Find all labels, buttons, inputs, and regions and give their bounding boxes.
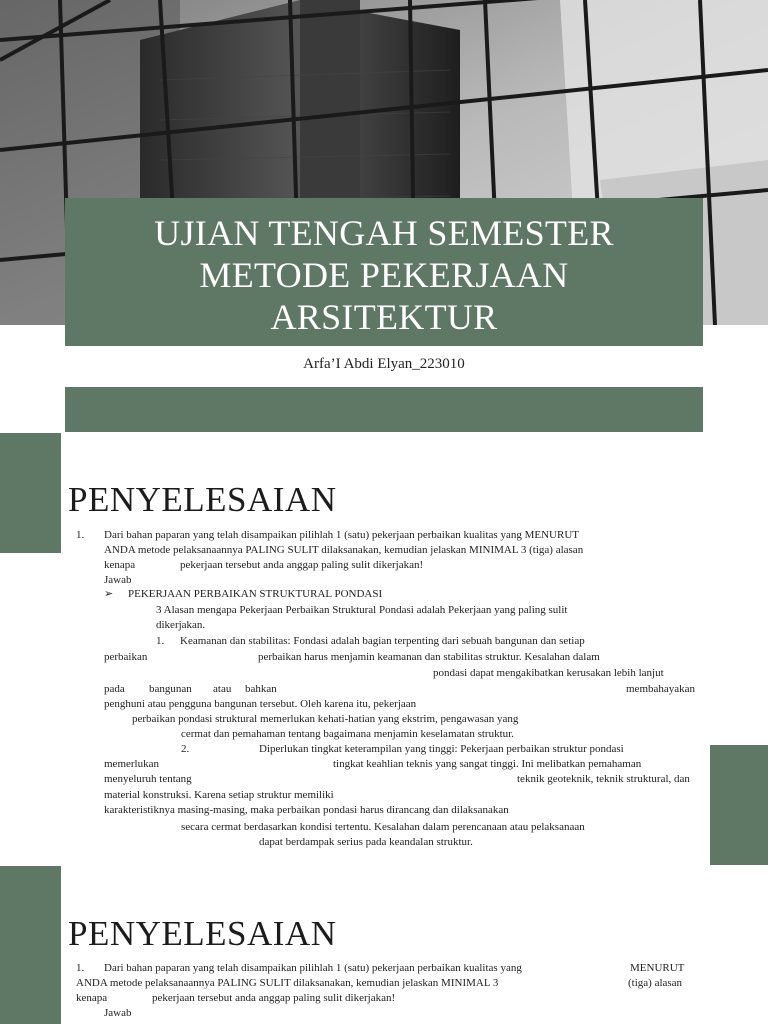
right-accent-block: [710, 745, 768, 865]
cover-title-line-3: ARSITEKTUR: [270, 297, 498, 337]
cover-title-line-1: UJIAN TENGAH SEMESTER: [154, 213, 614, 253]
s2-q1-line-3a: kenapa: [76, 992, 108, 1004]
s2-q1-line-1: Dari bahan paparan yang telah disampaikan pilihlah 1 (satu) pekerjaan perbaikan kualitas yang: [104, 962, 522, 974]
q1-number: 1.: [76, 529, 85, 541]
s2-q1-line-2: ANDA metode pelaksanaannya PALING SULIT dilaksanakan, kemudian jelaskan MINIMAL 3: [76, 977, 499, 989]
point1-line-4e: membahayakan: [626, 683, 696, 695]
point2-line-2a: memerlukan: [104, 758, 159, 770]
section2-heading: PENYELESAIAN: [68, 914, 337, 953]
point2-line-4: material konstruksi. Karena setiap struktur memiliki: [104, 789, 334, 801]
point1-number: 1.: [156, 635, 165, 647]
bullet-heading: PEKERJAAN PERBAIKAN STRUKTURAL PONDASI: [128, 588, 383, 600]
point2-line-5: karakteristiknya masing-masing, maka perbaikan pondasi harus dirancang dan dilaksanakan: [104, 804, 509, 816]
answer-label: Jawab: [104, 574, 132, 586]
point1-line-4b: bangunan: [149, 683, 192, 695]
s2-q1-line-2b: (tiga) alasan: [628, 977, 683, 989]
author-name: Arfa’I Abdi Elyan_223010: [303, 356, 465, 372]
bullet-arrow-icon: ➢: [104, 588, 114, 600]
point1-line-4c: atau: [213, 683, 232, 695]
point1-line-3: pondasi dapat mengakibatkan kerusakan lebih lanjut: [433, 667, 664, 679]
point1-line-7: cermat dan pemahaman tentang bagaimana menjamin keselamatan struktur.: [181, 728, 514, 740]
s2-q1-line-3b: pekerjaan tersebut anda anggap paling sulit dikerjakan!: [152, 992, 396, 1004]
point2-line-7: dapat berdampak serius pada keandalan struktur.: [259, 836, 473, 848]
q1-line-3b: pekerjaan tersebut anda anggap paling sulit dikerjakan!: [180, 559, 424, 571]
point2-number: 2.: [181, 743, 190, 755]
point1-line-6: perbaikan pondasi struktural memerlukan kehati-hatian yang ekstrim, pengawasan yang: [132, 713, 519, 725]
s2-q1-line-1c: MENURUT: [630, 962, 685, 974]
point2-line-1: Diperlukan tingkat keterampilan yang tinggi: Pekerjaan perbaikan struktur pondasi: [259, 743, 624, 755]
point1-line-1: Keamanan dan stabilitas: Fondasi adalah bagian terpenting dari sebuah bangunan dan setiap: [180, 635, 585, 647]
point1-line-5: penghuni atau pengguna bangunan tersebut. Oleh karena itu, pekerjaan: [104, 698, 417, 710]
cover-title-line-2: METODE PEKERJAAN: [199, 255, 569, 295]
point1-line-4a: pada: [104, 683, 125, 695]
left-accent-block-2: [0, 866, 61, 1024]
q1-line-3a: kenapa: [104, 559, 136, 571]
point2-line-2b: tingkat keahlian teknis yang sangat tinggi. Ini melibatkan pemahaman: [333, 758, 642, 770]
point2-line-3a: menyeluruh tentang: [104, 773, 192, 785]
point2-line-3b: teknik geoteknik, teknik struktural, dan: [517, 773, 690, 785]
point2-line-6: secara cermat berdasarkan kondisi tertentu. Kesalahan dalam perencanaan atau pelaksanaan: [181, 821, 585, 833]
point1-line-4d: bahkan: [245, 683, 277, 695]
point1-line-2a: perbaikan: [104, 651, 148, 663]
q1-line-1: Dari bahan paparan yang telah disampaikan pilihlah 1 (satu) pekerjaan perbaikan kualitas yang MENURUT: [104, 529, 579, 541]
section1-heading: PENYELESAIAN: [68, 480, 337, 519]
intro-line-1: 3 Alasan mengapa Pekerjaan Perbaikan Struktural Pondasi adalah Pekerjaan yang paling sulit: [156, 604, 568, 616]
left-accent-block-1: [0, 433, 61, 553]
cover-title-box: [65, 198, 703, 346]
s2-answer-label: Jawab: [104, 1007, 132, 1019]
intro-line-2: dikerjakan.: [156, 619, 206, 631]
point1-line-2b: perbaikan harus menjamin keamanan dan stabilitas struktur. Kesalahan dalam: [258, 651, 600, 663]
s2-q1-number: 1.: [76, 962, 85, 974]
q1-line-2: ANDA metode pelaksanaannya PALING SULIT dilaksanakan, kemudian jelaskan MINIMAL 3 (tiga) alasan: [104, 544, 584, 556]
accent-band: [65, 387, 703, 432]
